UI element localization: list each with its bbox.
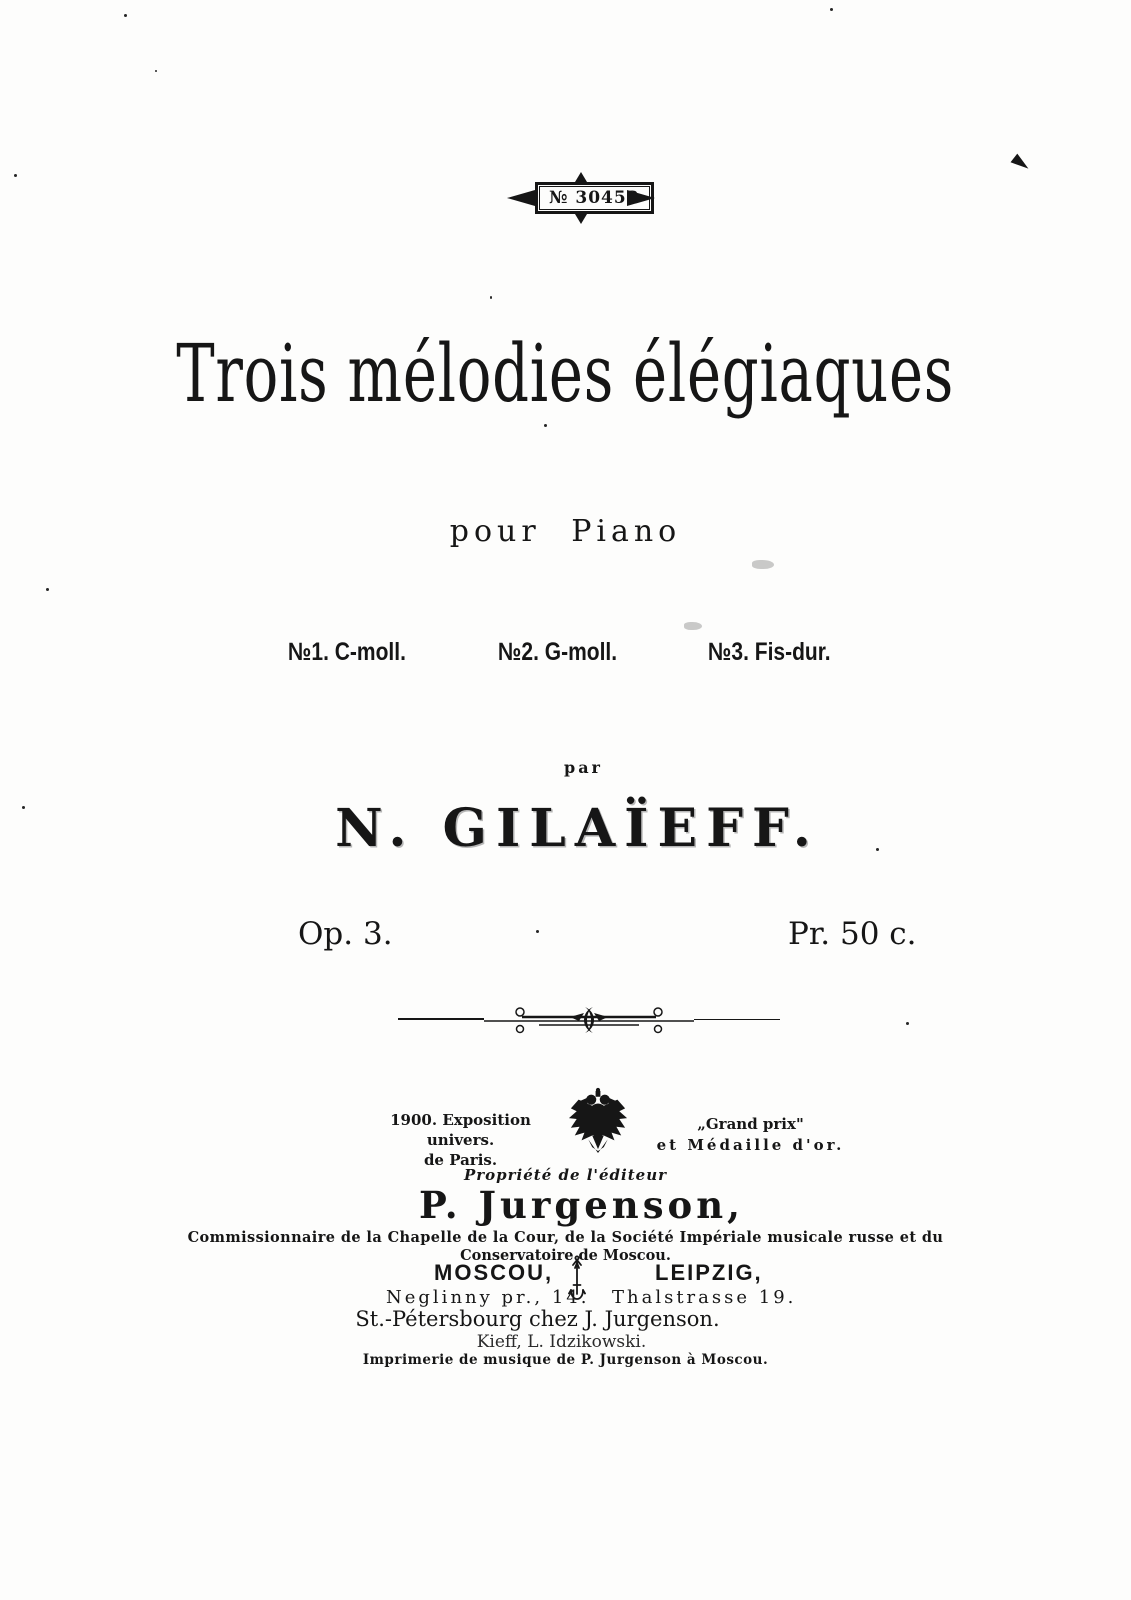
byline: par bbox=[564, 758, 603, 777]
opus-number: Op. 3. bbox=[298, 916, 393, 952]
city-moscou: MOSCOU, bbox=[434, 1260, 554, 1285]
prize-note bbox=[648, 1114, 853, 1156]
ink-speck bbox=[876, 848, 879, 851]
ink-speck bbox=[906, 1022, 909, 1025]
movement-1 bbox=[288, 638, 428, 667]
movement-1-label: №1. C-moll. bbox=[288, 638, 406, 666]
ink-speck bbox=[544, 424, 547, 427]
title-text: Trois mélodies élégiaques bbox=[176, 327, 955, 420]
divider-line-left bbox=[398, 1018, 484, 1020]
commission-line2: Conservatoire de Moscou. bbox=[460, 1247, 671, 1264]
printer-imprint: Imprimerie de musique de P. Jurgenson à Moscou. bbox=[362, 1352, 769, 1368]
plate-number-badge bbox=[505, 172, 657, 224]
agent-kieff: Kieff, L. Idzikowski. bbox=[476, 1332, 647, 1352]
divider-scroll-ornament-icon bbox=[484, 1004, 694, 1034]
imperial-eagle-icon bbox=[567, 1086, 629, 1154]
ink-speck bbox=[46, 588, 49, 591]
agent-petersbourg: St.-Pétersbourg chez J. Jurgenson. bbox=[355, 1307, 720, 1331]
badge-bottom-finial-icon bbox=[575, 214, 587, 224]
movement-3 bbox=[708, 638, 854, 667]
divider-line-right bbox=[694, 1019, 780, 1020]
address-leipzig: Thalstrasse 19. bbox=[612, 1287, 797, 1308]
ink-speck bbox=[14, 174, 17, 177]
ink-speck bbox=[830, 8, 833, 11]
ink-speck bbox=[155, 70, 157, 72]
subtitle: pour Piano bbox=[449, 514, 682, 549]
badge-left-arrow-ornament-icon bbox=[507, 190, 535, 206]
address-moscou: Neglinny pr., 14. bbox=[386, 1287, 590, 1308]
ornamental-divider bbox=[398, 1004, 780, 1034]
ink-speck bbox=[490, 296, 492, 299]
ink-smudge bbox=[752, 560, 774, 569]
movement-2 bbox=[498, 638, 640, 667]
badge-right-arrow-ornament-icon bbox=[627, 190, 655, 206]
ink-speck bbox=[124, 14, 127, 17]
ink-mark bbox=[1011, 154, 1032, 174]
page-title bbox=[0, 328, 1131, 420]
price: Pr. 50 c. bbox=[788, 916, 917, 952]
exposition-note bbox=[368, 1110, 553, 1170]
plate-number: № 30453 bbox=[539, 186, 650, 210]
city-leipzig: LEIPZIG, bbox=[655, 1260, 763, 1285]
ink-speck bbox=[536, 930, 539, 933]
movement-3-label: №3. Fis-dur. bbox=[708, 638, 831, 666]
prize-line1: „Grand prix" bbox=[697, 1115, 804, 1133]
badge-top-finial-icon bbox=[575, 172, 587, 182]
ink-speck bbox=[22, 806, 25, 809]
movement-2-label: №2. G-moll. bbox=[498, 638, 618, 666]
exposition-line1: 1900. Exposition univers. bbox=[390, 1111, 531, 1149]
composer-name: N. GILAÏEFF. bbox=[335, 798, 820, 859]
ink-smudge bbox=[684, 622, 702, 630]
property-note: Propriété de l'éditeur bbox=[463, 1166, 668, 1184]
prize-line2: et Médaille d'or. bbox=[656, 1136, 845, 1154]
exposition-line2: de Paris. bbox=[423, 1151, 498, 1169]
publisher-name: P. Jurgenson, bbox=[419, 1183, 744, 1227]
commission-line1: Commissionnaire de la Chapelle de la Cour, de la Société Impériale musicale russe et du bbox=[187, 1229, 944, 1246]
